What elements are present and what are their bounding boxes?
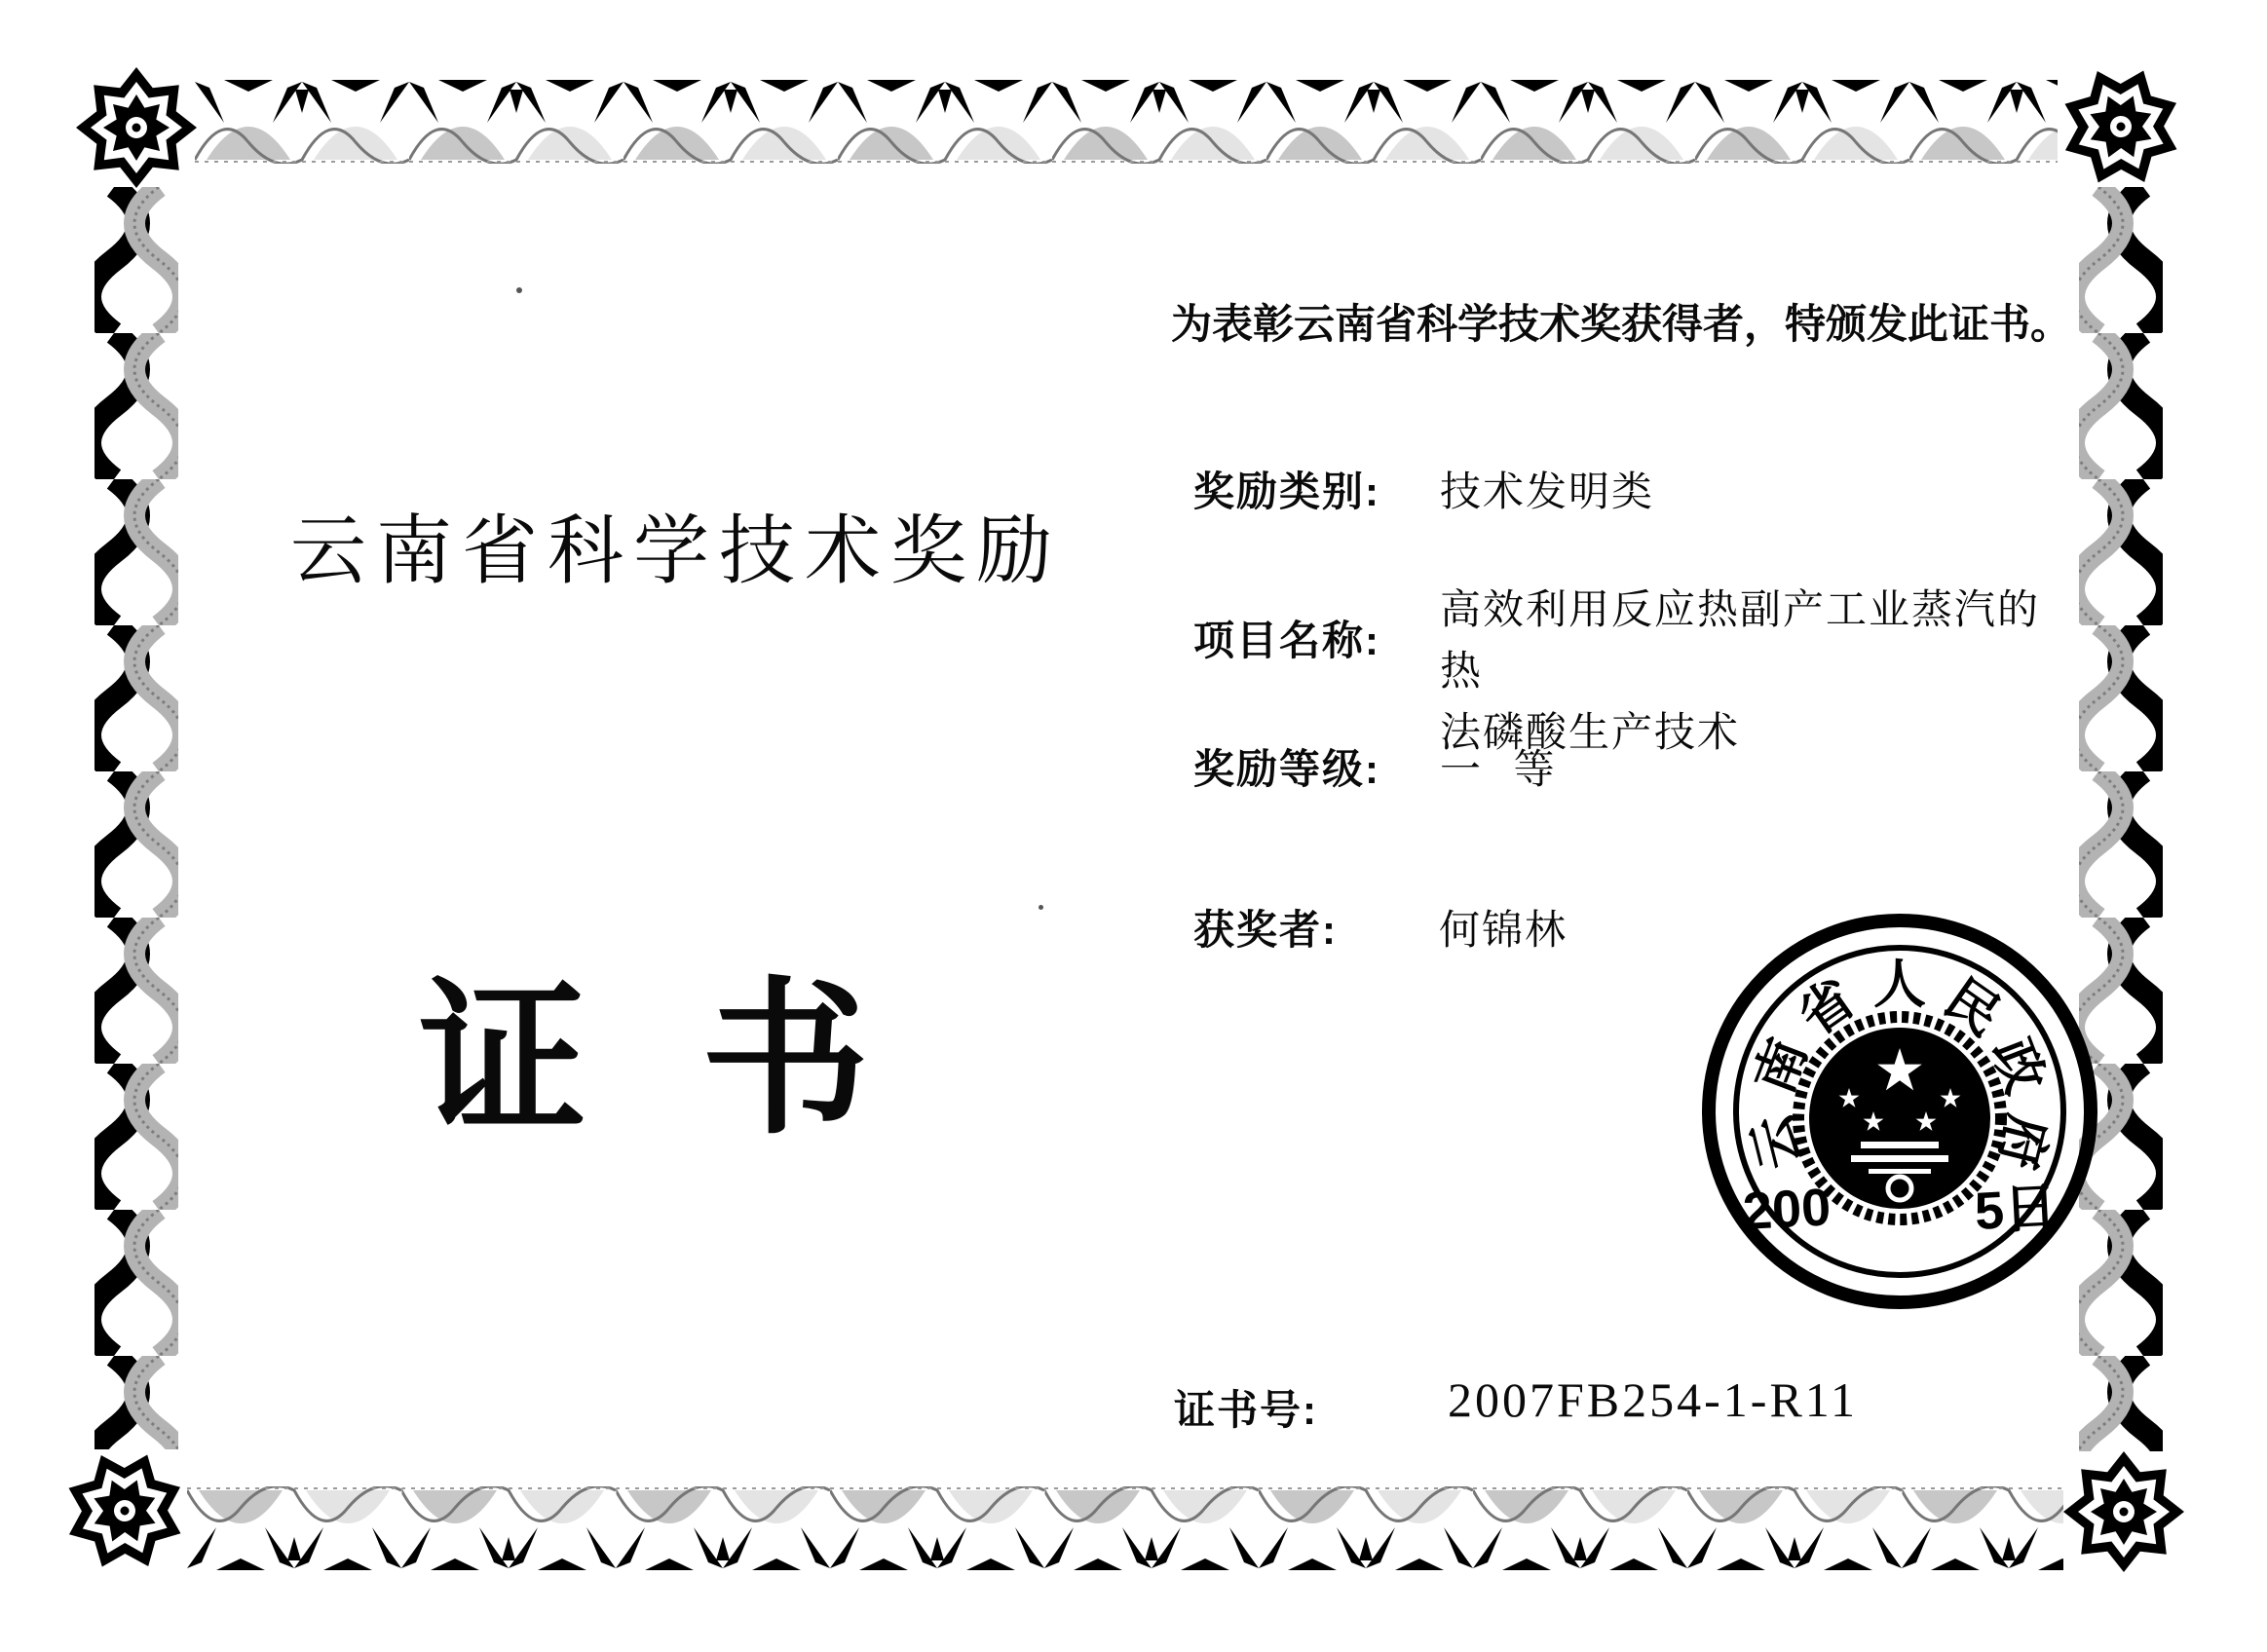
seal-char: 省: [1789, 968, 1866, 1047]
border-bottom: [187, 1486, 2063, 1570]
border-top: [195, 80, 2058, 164]
seal-char: 府: [1987, 1108, 2058, 1175]
field-label-grade: 奖励等级:: [1193, 746, 1380, 792]
seal-char: 政: [1981, 1031, 2056, 1102]
border-left: [94, 187, 178, 1449]
seal-char: 云: [1742, 1108, 1812, 1175]
corner-rosette-bottom-left: [46, 1432, 203, 1589]
field-label-winner: 获奖者:: [1193, 907, 1338, 953]
field-label-project: 项目名称:: [1193, 618, 1380, 663]
field-value-winner: 何锦林: [1439, 907, 1568, 953]
seal-date-fragment-left: 200: [1741, 1178, 1832, 1241]
intro-line: 为表彰云南省科学技术奖获得者，特颁发此证书。: [1171, 301, 2072, 347]
award-title: 云南省科学技术奖励: [290, 507, 1063, 593]
seal-char: 民: [1934, 968, 2011, 1047]
border-right: [2079, 187, 2163, 1451]
seal-char: 南: [1744, 1031, 1819, 1102]
doc-title: [419, 966, 869, 1153]
field-value-cert-number: 2007FB254-1-R11: [1448, 1372, 1858, 1427]
seal-char: 人: [1873, 956, 1926, 1014]
scan-speck: [516, 287, 522, 293]
project-value-line-1: 高效利用反应热副产工业蒸汽的热: [1440, 586, 2041, 694]
field-label-cert-number: 证书号:: [1174, 1387, 1318, 1433]
corner-rosette-bottom-right: [2063, 1451, 2184, 1572]
field-value-category: 技术发明类: [1440, 469, 1655, 514]
project-value-line-2: 法磷酸生产技术: [1440, 709, 1741, 755]
scan-speck: [1039, 905, 1043, 910]
field-value-grade: 一 等: [1440, 746, 1557, 792]
field-value-project: [1440, 579, 2063, 763]
doc-title-char: 书: [701, 966, 869, 1153]
field-label-category: 奖励类别:: [1193, 469, 1380, 514]
corner-rosette-top-right: [2042, 48, 2199, 205]
corner-rosette-top-left: [76, 67, 197, 188]
seal-date-fragment-right: 5日: [1973, 1178, 2059, 1241]
doc-title-char: 证: [419, 966, 586, 1153]
official-seal: [1709, 920, 2091, 1302]
